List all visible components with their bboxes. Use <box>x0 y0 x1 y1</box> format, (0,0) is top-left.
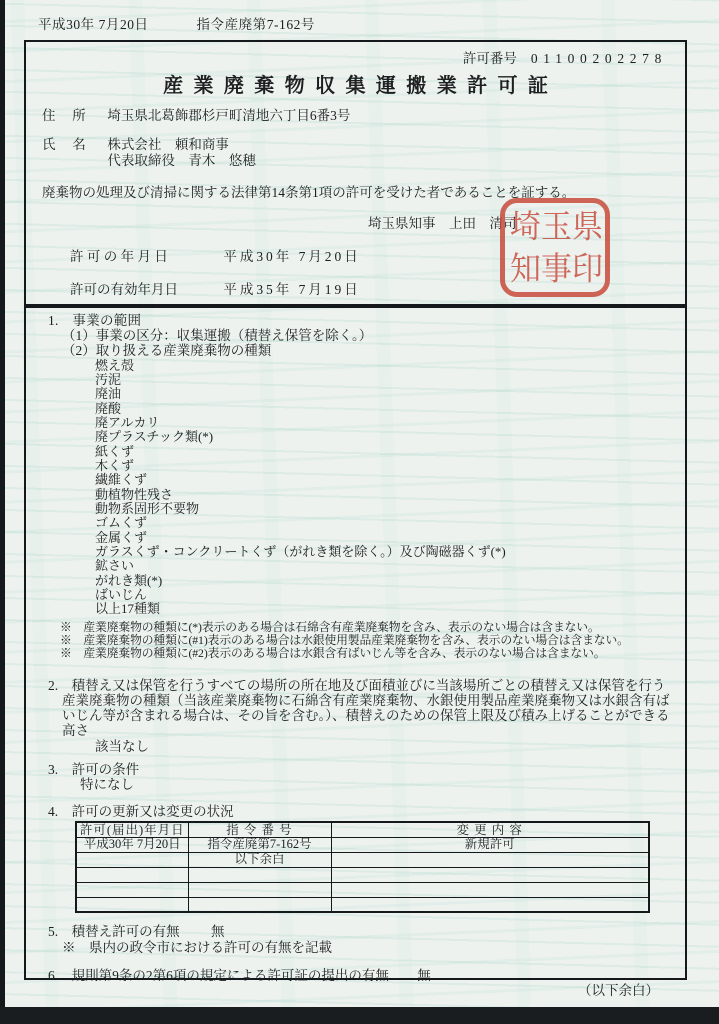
scan-edge-left <box>0 0 5 1008</box>
section6 <box>48 968 671 983</box>
table-header-row <box>76 822 649 837</box>
section2 <box>48 678 671 754</box>
table-row <box>76 867 649 882</box>
note-line: ※ 産業廃棄物の種類に(#2)表示のある場合は水銀含有ばいじん等を含み、表示のない場合は含まない。 <box>60 646 606 661</box>
seal-char: 埼 <box>510 208 541 246</box>
cell-date <box>76 852 188 867</box>
cell-change: 新規許可 <box>331 837 649 852</box>
col-header-directive: 指 令 番 号 <box>188 822 331 837</box>
cell-directive <box>188 882 331 897</box>
waste-type-list <box>95 359 671 617</box>
asterisk-notes <box>60 621 671 661</box>
seal-char: 事 <box>541 249 572 287</box>
section6-heading: 6. 規則第9条の2第6項の規定による許可証の提出の有無 <box>48 967 389 983</box>
grant-date-value: 平成30年 7月20日 <box>223 249 361 264</box>
cell-directive <box>188 897 331 912</box>
remainder-blank-note: （以下余白） <box>578 982 659 998</box>
section3 <box>48 762 671 792</box>
cell-date <box>76 882 188 897</box>
expiry-date-row <box>70 278 361 298</box>
name-row <box>42 137 256 169</box>
document-title: 産業廃棄物収集運搬業許可証 <box>163 75 559 97</box>
waste-type-item: 木くず <box>95 458 135 474</box>
certificate-header-box <box>24 40 687 306</box>
section6-value: 無 <box>417 967 431 983</box>
section5-heading: 5. 積替え許可の有無 <box>48 924 180 940</box>
section5-note: ※ 県内の政令市における許可の有無を記載 <box>62 939 332 955</box>
waste-type-item: ばいじん <box>95 587 148 603</box>
col-header-change: 変 更 内 容 <box>331 822 649 837</box>
section5 <box>48 924 671 954</box>
note-line: ※ 産業廃棄物の種類に(#1)表示のある場合は水銀使用製品産業廃棄物を含み、表示のない場合は含まない。 <box>60 633 629 648</box>
document-topline <box>38 13 315 33</box>
seal-char: 知 <box>510 249 541 287</box>
waste-type-item: 燃え殻 <box>95 357 135 373</box>
cell-change <box>331 897 649 912</box>
cell-change <box>331 867 649 882</box>
col-header-date: 許可(届出)年月日 <box>76 822 188 837</box>
waste-type-item: 動物系固形不要物 <box>95 501 200 517</box>
waste-type-item: 金属くず <box>95 529 148 545</box>
section2-value: 該当なし <box>95 738 149 754</box>
permit-number-label: 許可番号 <box>462 51 517 66</box>
waste-type-item: 汚泥 <box>95 371 122 387</box>
address-row <box>42 108 350 124</box>
table-row <box>76 882 649 897</box>
table-row <box>76 897 649 912</box>
cell-directive: 指令産廃第7-162号 <box>188 837 331 852</box>
waste-type-item: 廃アルカリ <box>95 414 160 430</box>
issue-date: 平成30年 7月20日 <box>38 17 149 32</box>
section1-item1: （1）事業の区分：収集運搬（積替え保管を除く。） <box>62 328 373 344</box>
company-name: 株式会社 頼和商事 <box>107 137 229 152</box>
section4 <box>48 804 671 913</box>
address-label: 住 所 <box>42 108 88 123</box>
section1-heading: 1. 事業の範囲 <box>48 313 142 328</box>
waste-type-item: 繊維くず <box>95 472 148 488</box>
section3-value: 特になし <box>80 776 134 792</box>
grant-date-label: 許 可 の 年 月 日 <box>70 249 168 264</box>
representative-name: 代表取締役 青木 悠穂 <box>107 153 256 168</box>
cell-change <box>331 882 649 897</box>
expiry-date-label: 許可の有効年月日 <box>70 282 178 297</box>
permit-history-table <box>75 821 650 913</box>
seal-char: 印 <box>572 249 603 287</box>
waste-type-item: 紙くず <box>95 443 135 459</box>
cell-change <box>331 852 649 867</box>
table-row <box>76 837 649 852</box>
waste-type-total: 以上17種類 <box>95 601 161 617</box>
cell-date: 平成30年 7月20日 <box>76 837 188 852</box>
note-line: ※ 産業廃棄物の種類に(*)表示のある場合は石綿含有産業廃棄物を含み、表示のない場合は含まない。 <box>60 619 600 634</box>
waste-type-item: 廃酸 <box>95 400 122 416</box>
section1-item2: （2）取り扱える産業廃棄物の種類 <box>62 343 272 359</box>
permit-number-value: 01100202278 <box>530 51 667 66</box>
grant-date-row <box>70 245 361 265</box>
expiry-date-value: 平成35年 7月19日 <box>223 282 361 297</box>
address-value: 埼玉県北葛飾郡杉戸町清地六丁目6番3号 <box>107 108 351 123</box>
section3-heading: 3. 許可の条件 <box>48 761 140 777</box>
name-label: 氏 名 <box>42 137 88 152</box>
cell-date <box>76 867 188 882</box>
waste-type-item: 鉱さい <box>95 558 135 574</box>
permit-number-line <box>463 47 667 67</box>
waste-type-item: 廃油 <box>95 386 122 402</box>
scan-edge-bottom <box>0 1007 719 1024</box>
waste-type-item: ガラスくず・コンクリートくず（がれき類を除く。）及び陶磁器くず(*) <box>95 544 506 560</box>
cell-directive: 以下余白 <box>188 852 331 867</box>
governor-signature: 埼玉県知事 上田 清司 <box>368 216 517 231</box>
certification-statement: 廃棄物の処理及び清掃に関する法律第14条第1項の許可を受けた者であることを証する。 <box>42 185 576 200</box>
waste-type-item: ゴムくず <box>95 515 148 531</box>
waste-type-item: 動植物性残さ <box>95 486 174 502</box>
cell-date <box>76 897 188 912</box>
directive-number: 指令産廃第7-162号 <box>196 17 315 32</box>
seal-char: 玉 <box>541 208 572 246</box>
governor-seal-stamp <box>500 198 610 297</box>
table-row <box>76 852 649 867</box>
permit-details-box <box>24 306 687 998</box>
section2-heading: 2. 積替え又は保管を行うすべての場所の所在地及び面積並びに当該場所ごとの積替え又は保管を行う産業廃棄物の種類（当該産業廃棄物に石綿含有産業廃棄物、水銀使用製品産業廃棄物又は水銀含有ばいじん等が含まれる場合は、その旨を含む。）、積替えのための保管上限及び積み上げることができる高さ <box>48 677 670 739</box>
section4-heading: 4. 許可の更新又は変更の状況 <box>48 804 234 820</box>
section5-value: 無 <box>211 924 225 940</box>
seal-char: 県 <box>572 208 603 246</box>
waste-type-item: がれき類(*) <box>95 572 163 588</box>
cell-directive <box>188 867 331 882</box>
waste-type-item: 廃プラスチック類(*) <box>95 429 214 445</box>
